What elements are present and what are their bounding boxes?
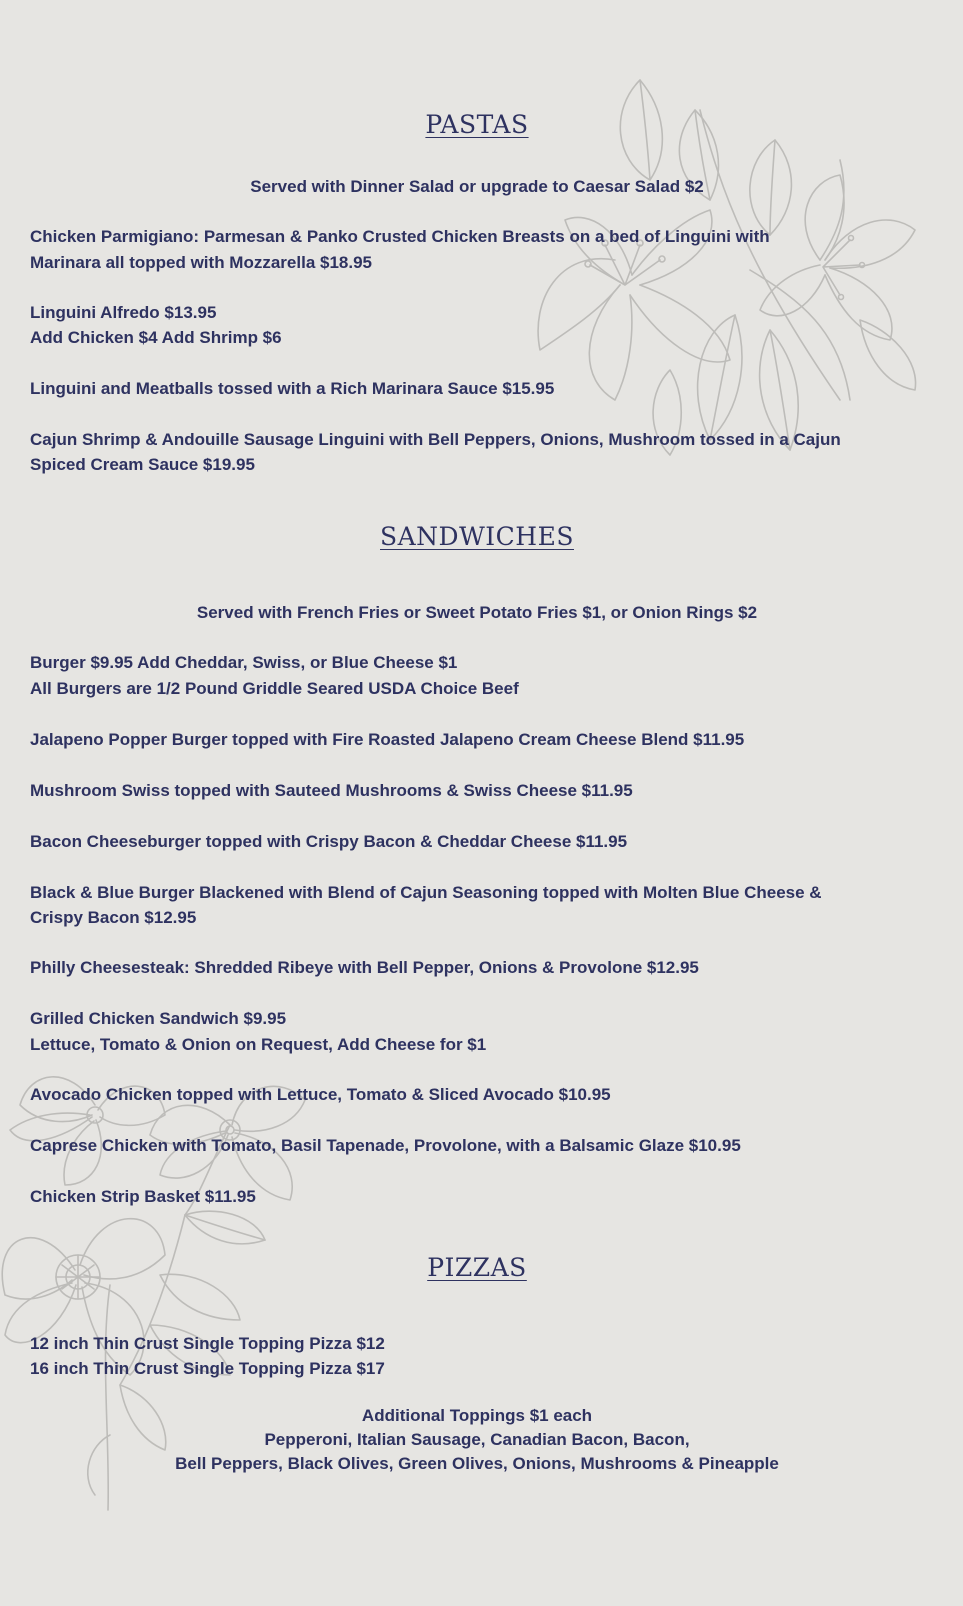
sandwich-item-line: Black & Blue Burger Blackened with Blend of Cajun Seasoning topped with Molten Blue Cheese & bbox=[30, 883, 822, 902]
sandwich-item-line: Chicken Strip Basket $11.95 bbox=[30, 1187, 256, 1206]
pasta-item-line: Linguini and Meatballs tossed with a Rich Marinara Sauce $15.95 bbox=[30, 379, 555, 398]
pasta-item-line: Linguini Alfredo $13.95 bbox=[30, 303, 217, 322]
pasta-item-line: Marinara all topped with Mozzarella $18.95 bbox=[30, 253, 372, 272]
sandwich-item-line: Mushroom Swiss topped with Sauteed Mushrooms & Swiss Cheese $11.95 bbox=[30, 781, 633, 800]
sandwich-item-line: Bacon Cheeseburger topped with Crispy Bacon & Cheddar Cheese $11.95 bbox=[30, 832, 628, 851]
pastas-heading: PASTAS bbox=[425, 110, 529, 139]
sandwich-item-line: Philly Cheesesteak: Shredded Ribeye with Bell Pepper, Onions & Provolone $12.95 bbox=[30, 958, 699, 977]
sandwich-item-line: Avocado Chicken topped with Lettuce, Tomato & Sliced Avocado $10.95 bbox=[30, 1085, 611, 1104]
pizzas-heading: PIZZAS bbox=[427, 1253, 527, 1282]
sandwich-item-line: Crispy Bacon $12.95 bbox=[30, 908, 197, 927]
sandwich-item-line: Grilled Chicken Sandwich $9.95 bbox=[30, 1009, 287, 1028]
sandwich-item-line: Caprese Chicken with Tomato, Basil Tapenade, Provolone, with a Balsamic Glaze $10.95 bbox=[30, 1136, 741, 1155]
pasta-item-line: Add Chicken $4 Add Shrimp $6 bbox=[30, 328, 282, 347]
sandwich-item-line: All Burgers are 1/2 Pound Griddle Seared USDA Choice Beef bbox=[30, 679, 519, 698]
pasta-item-line: Chicken Parmigiano: Parmesan & Panko Crusted Chicken Breasts on a bed of Linguini with bbox=[30, 227, 770, 246]
toppings-heading: Additional Toppings $1 each bbox=[361, 1406, 593, 1425]
toppings-list-line: Bell Peppers, Black Olives, Green Olives, Onions, Mushrooms & Pineapple bbox=[175, 1454, 779, 1473]
pizza-item-line: 12 inch Thin Crust Single Topping Pizza $12 bbox=[30, 1334, 385, 1353]
sandwich-item-line: Jalapeno Popper Burger topped with Fire Roasted Jalapeno Cream Cheese Blend $11.95 bbox=[30, 730, 745, 749]
sandwiches-subtitle: Served with French Fries or Sweet Potato Fries $1, or Onion Rings $2 bbox=[196, 603, 758, 622]
sandwich-item-line: Burger $9.95 Add Cheddar, Swiss, or Blue Cheese $1 bbox=[30, 653, 458, 672]
pizza-item-line: 16 inch Thin Crust Single Topping Pizza $17 bbox=[30, 1359, 385, 1378]
toppings-list-line: Pepperoni, Italian Sausage, Canadian Bacon, Bacon, bbox=[264, 1430, 690, 1449]
sandwiches-heading: SANDWICHES bbox=[380, 522, 574, 551]
pasta-item-line: Spiced Cream Sauce $19.95 bbox=[30, 455, 255, 474]
pastas-subtitle: Served with Dinner Salad or upgrade to Caesar Salad $2 bbox=[250, 177, 704, 196]
pasta-item-line: Cajun Shrimp & Andouille Sausage Linguini with Bell Peppers, Onions, Mushroom tossed in a Cajun bbox=[30, 430, 841, 449]
sandwich-item-line: Lettuce, Tomato & Onion on Request, Add Cheese for $1 bbox=[30, 1035, 487, 1054]
